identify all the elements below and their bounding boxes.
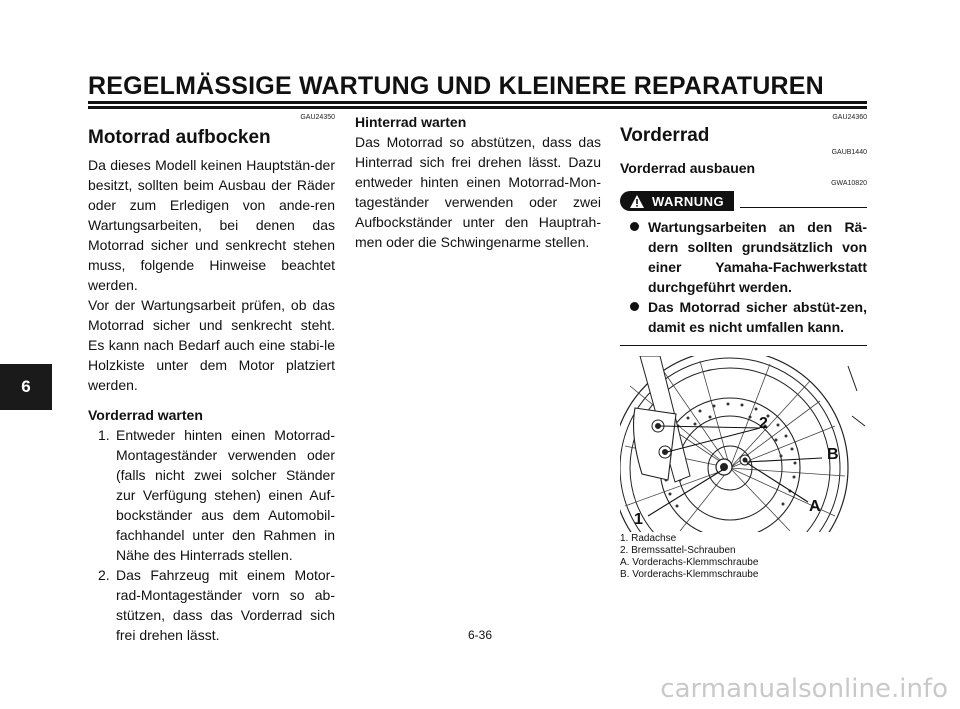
step-text: Entweder hinten einen Motorrad-Montageständer verwenden oder (falls nicht zwei solcher Ständer zur Verfügung stehen) einen Auf-bockständer aus dem Automobil-fachhandel unter den Rahmen in Nähe des Hinterrads stellen. (116, 427, 335, 563)
bullet-icon (630, 222, 639, 231)
paragraph: Vor der Wartungsarbeit prüfen, ob das Motorrad sicher und senkrecht steht. Es kann nach Bedarf auch eine stabi-le Holzkiste unter dem Motor platziert werden. (88, 297, 335, 393)
warning-rule (740, 207, 867, 208)
figure-label-a: A (809, 498, 821, 515)
subheading: Hinterrad warten (355, 114, 467, 130)
warning-text: Das Motorrad sicher abstüt-zen, damit es nicht umfallen kann. (648, 299, 867, 335)
warning-label: WARNUNG (652, 193, 725, 209)
chapter-tab[interactable]: 6 (0, 364, 52, 410)
subheading: Vorderrad warten (88, 407, 203, 423)
section-heading: Motorrad aufbocken (88, 127, 271, 148)
watermark[interactable]: carmanualsonline.info (660, 674, 948, 704)
warning-header (620, 191, 867, 213)
title-rule (88, 101, 867, 104)
page-number: 6-36 (467, 628, 493, 642)
page-title: REGELMÄSSIGE WARTUNG UND KLEINERE REPARATUREN (88, 72, 824, 100)
section-code: GAU24360 (832, 114, 867, 121)
paragraph: Da dieses Modell keinen Hauptstän-der besitzt, sollten beim Ausbau der Räder oder zum Erledigen von ande-ren Wartungsarbeiten, bei denen das Motorrad sicher und senkrecht stehen muss, folgende Hinweise beachtet werden. (88, 157, 335, 293)
column-middle (355, 112, 601, 252)
caption-line: B. Vorderachs-Klemmschraube (620, 569, 759, 580)
front-wheel-figure (620, 356, 867, 532)
warning-icon (630, 195, 644, 208)
column-right (620, 112, 867, 346)
step-number: 2. (98, 567, 110, 583)
paragraph: Das Motorrad so abstützen, dass das Hinterrad sich frei drehen lässt. Dazu entweder hinten einen Motorrad-Mon-tageständer verwenden oder zwei Aufbockständer unter den Hauptrah-men oder die Schwingenarme stellen. (355, 134, 601, 250)
section-heading: Vorderrad (620, 125, 710, 146)
caption-line: 1. Radachse (620, 533, 677, 544)
column-left (88, 112, 335, 645)
figure-label-b: B (827, 446, 839, 463)
warning-badge (620, 191, 734, 211)
list-item (88, 425, 335, 565)
title-rule (88, 106, 867, 109)
subheading: Vorderrad ausbauen (620, 160, 756, 176)
warning-list (620, 217, 867, 337)
warning-end-rule (620, 345, 867, 346)
section-code: GAU24350 (300, 114, 335, 121)
bullet-icon (630, 302, 639, 311)
section-code: GWA10820 (831, 180, 867, 187)
warning-text: Wartungsarbeiten an den Rä-dern sollten grundsätzlich von einer Yamaha-Fachwerkstatt durchgeführt werden. (648, 219, 867, 295)
caption-line: 2. Bremssattel-Schrauben (620, 545, 736, 556)
step-number: 1. (98, 427, 110, 443)
figure-label-2: 2 (759, 415, 768, 432)
caption-line: A. Vorderachs-Klemmschraube (620, 557, 759, 568)
figure-caption (620, 533, 758, 581)
list-item (620, 297, 867, 337)
step-list (88, 425, 335, 645)
figure-label-1: 1 (634, 511, 643, 528)
step-text: Das Fahrzeug mit einem Motor-rad-Montageständer vorn so ab-stützen, dass das Vorderrad sich frei drehen lässt. (116, 567, 335, 643)
wheel-illustration (620, 356, 867, 532)
list-item (620, 217, 867, 297)
section-code: GAUB1440 (831, 149, 867, 156)
